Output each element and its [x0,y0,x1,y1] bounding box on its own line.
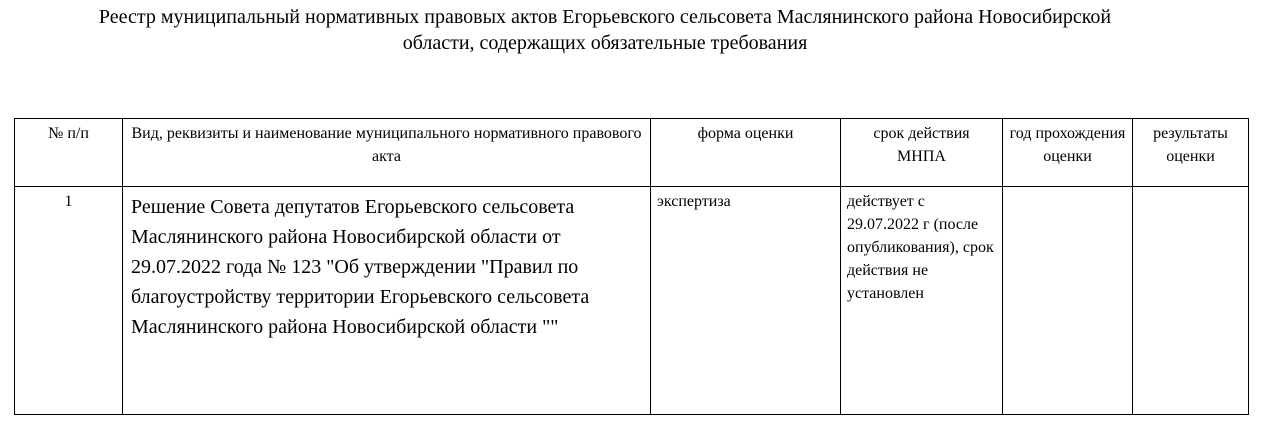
cell-act: Решение Совета депутатов Егорьевского сельсовета Маслянинского района Новосибирской области от 29.07.2022 года № 123 "Об утверждении "Правил по благоустройству территории Егорьевского сельсовета Маслянинского района Новосибирской области "" [123,187,651,415]
cell-number: 1 [15,187,123,415]
cell-year [1003,187,1133,415]
document-title-line-1: Реестр муниципальный нормативных правовых актов Егорьевского сельсовета Маслянинского района Новосибирской [98,6,1112,28]
table-row [15,187,1249,415]
cell-term: действует с 29.07.2022 г (после опубликования), срок действия не установлен [841,187,1003,415]
header-result: результаты оценки [1133,119,1249,187]
table-header [15,119,1249,187]
header-act: Вид, реквизиты и наименование муниципального нормативного правового акта [123,119,651,187]
document-title-line-2: области, содержащих обязательные требования [402,32,808,54]
cell-result [1133,187,1249,415]
document-title [0,4,1210,56]
header-year: год прохождения оценки [1003,119,1133,187]
registry-table [14,118,1249,415]
table-header-row [15,119,1249,187]
header-number: № п/п [15,119,123,187]
header-form: форма оценки [651,119,841,187]
header-term: срок действия МНПА [841,119,1003,187]
cell-form: экспертиза [651,187,841,415]
